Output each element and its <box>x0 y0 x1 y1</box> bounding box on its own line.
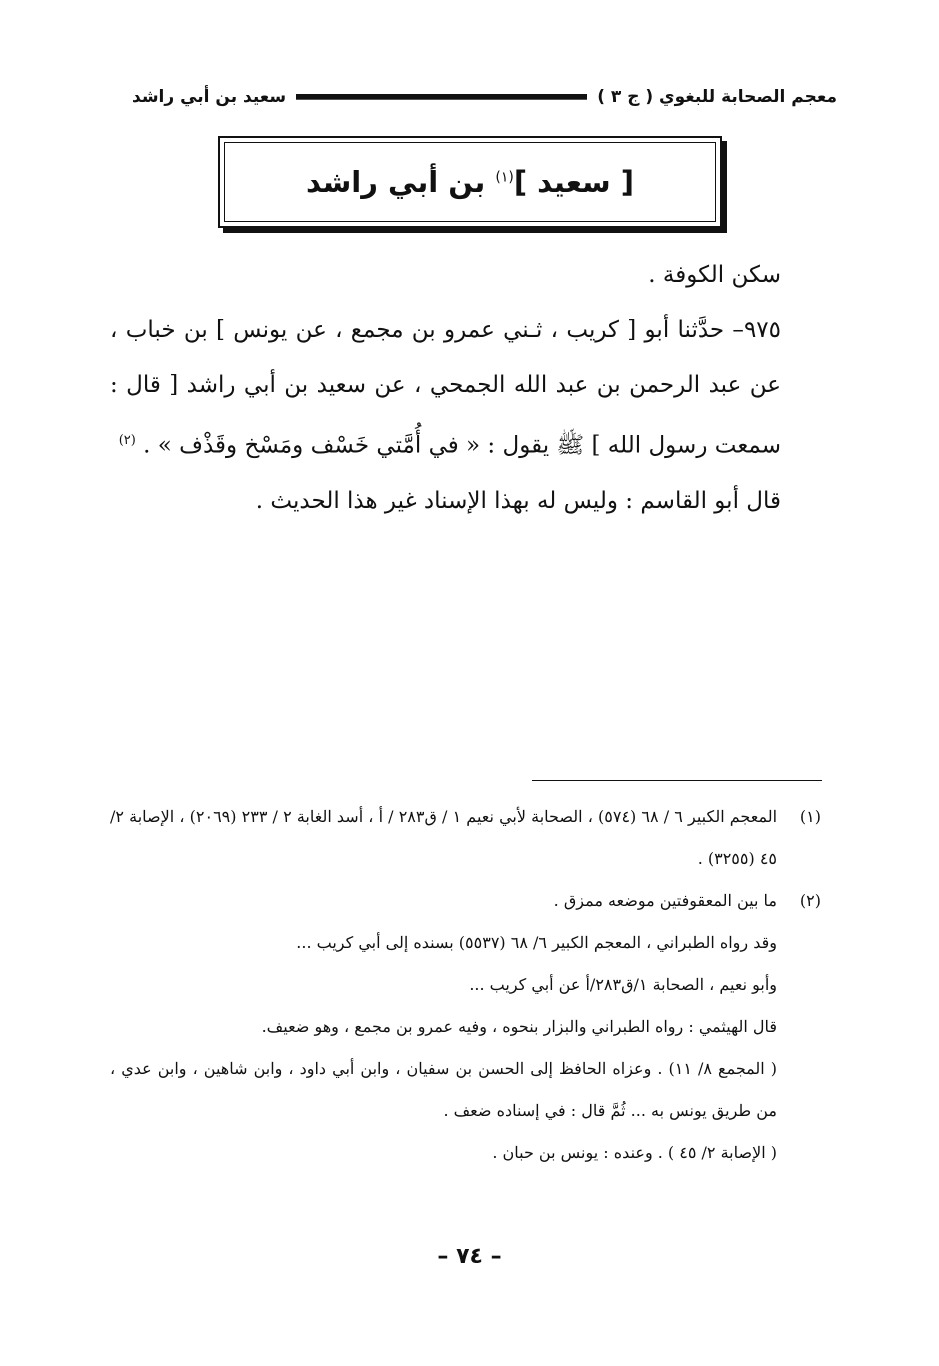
footnote-line: وقد رواه الطبراني ، المعجم الكبير ٦/ ٦٨ (٥٥٣٧) بسنده إلى أبي كريب ... <box>296 933 777 952</box>
hadith-footnote-ref: (٢) <box>118 433 136 448</box>
footnote-line: المعجم الكبير ٦ / ٦٨ (٥٧٤) ، الصحابة لأبي نعيم ١ / ق٢٨٣ / أ ، أسد الغابة ٢ / ٢٣٣ (٢٠٦٩) ، الإصابة ٢/ ٤٥ (٣٢٥٥) . <box>110 807 778 868</box>
footnote-number: (١) <box>799 807 821 826</box>
footnote-line: وأبو نعيم ، الصحابة ١/ق٢٨٣/أ عن أبي كريب ... <box>469 975 777 994</box>
footnotes <box>110 796 821 1174</box>
footnote-line: ما بين المعقوفتين موضعه ممزق . <box>553 891 777 910</box>
footnote-divider <box>532 780 822 781</box>
footnote-line: ( الإصابة ٢/ ٤٥ ) . وعنده : يونس بن حبان . <box>492 1143 777 1162</box>
footnote-body <box>110 880 777 1174</box>
footnote-line: قال الهيثمي : رواه الطبراني والبزار بنحوه ، وفيه عمرو بن مجمع ، وهو ضعيف. <box>261 1017 777 1036</box>
hadith-text: ٩٧٥– حدَّثنا أبو [ كريب ، ثـني عمرو بن مجمع ، عن يونس ] بن خباب ، عن عبد الرحمن بن عبد الله الجمحي ، عن سعيد بن أبي راشد [ قال : سمعت رسول الله ] ﷺ يقول : « في أُمَّتي خَسْف ومَسْخ وقَذْف » . <box>110 317 781 459</box>
title-footnote-ref: (١) <box>495 169 514 186</box>
header-entry-name: سعيد بن أبي راشد <box>132 87 287 107</box>
running-header <box>132 82 837 112</box>
footnote-number: (٢) <box>799 891 821 910</box>
footnote-line: ( المجمع ٨/ ١١) . وعزاه الحافظ إلى الحسن بن سفيان ، وابن أبي داود ، وابن شاهين ، وابن عدي ، من طريق يونس به ... ثُمَّ قال : في إسناده ضعف . <box>110 1059 778 1120</box>
footnote-1 <box>110 796 821 880</box>
body-text <box>110 248 819 529</box>
footnote-body <box>110 796 777 880</box>
body-line-residence: سكن الكوفة . <box>648 262 781 288</box>
closing-remark: قال أبو القاسم : وليس له بهذا الإسناد غير هذا الحديث . <box>255 487 781 514</box>
title-prefix: [ سعيد ] <box>513 165 635 199</box>
title-suffix: بن أبي راشد <box>305 165 486 199</box>
page-number: – ٧٤ – <box>437 1244 502 1269</box>
entry-title <box>306 165 634 199</box>
header-book-title: معجم الصحابة للبغوي ( ج ٣ ) <box>597 87 837 107</box>
header-rule <box>296 94 587 100</box>
footnote-2 <box>110 880 821 1174</box>
hadith-paragraph <box>110 303 819 474</box>
entry-title-box <box>218 136 722 228</box>
